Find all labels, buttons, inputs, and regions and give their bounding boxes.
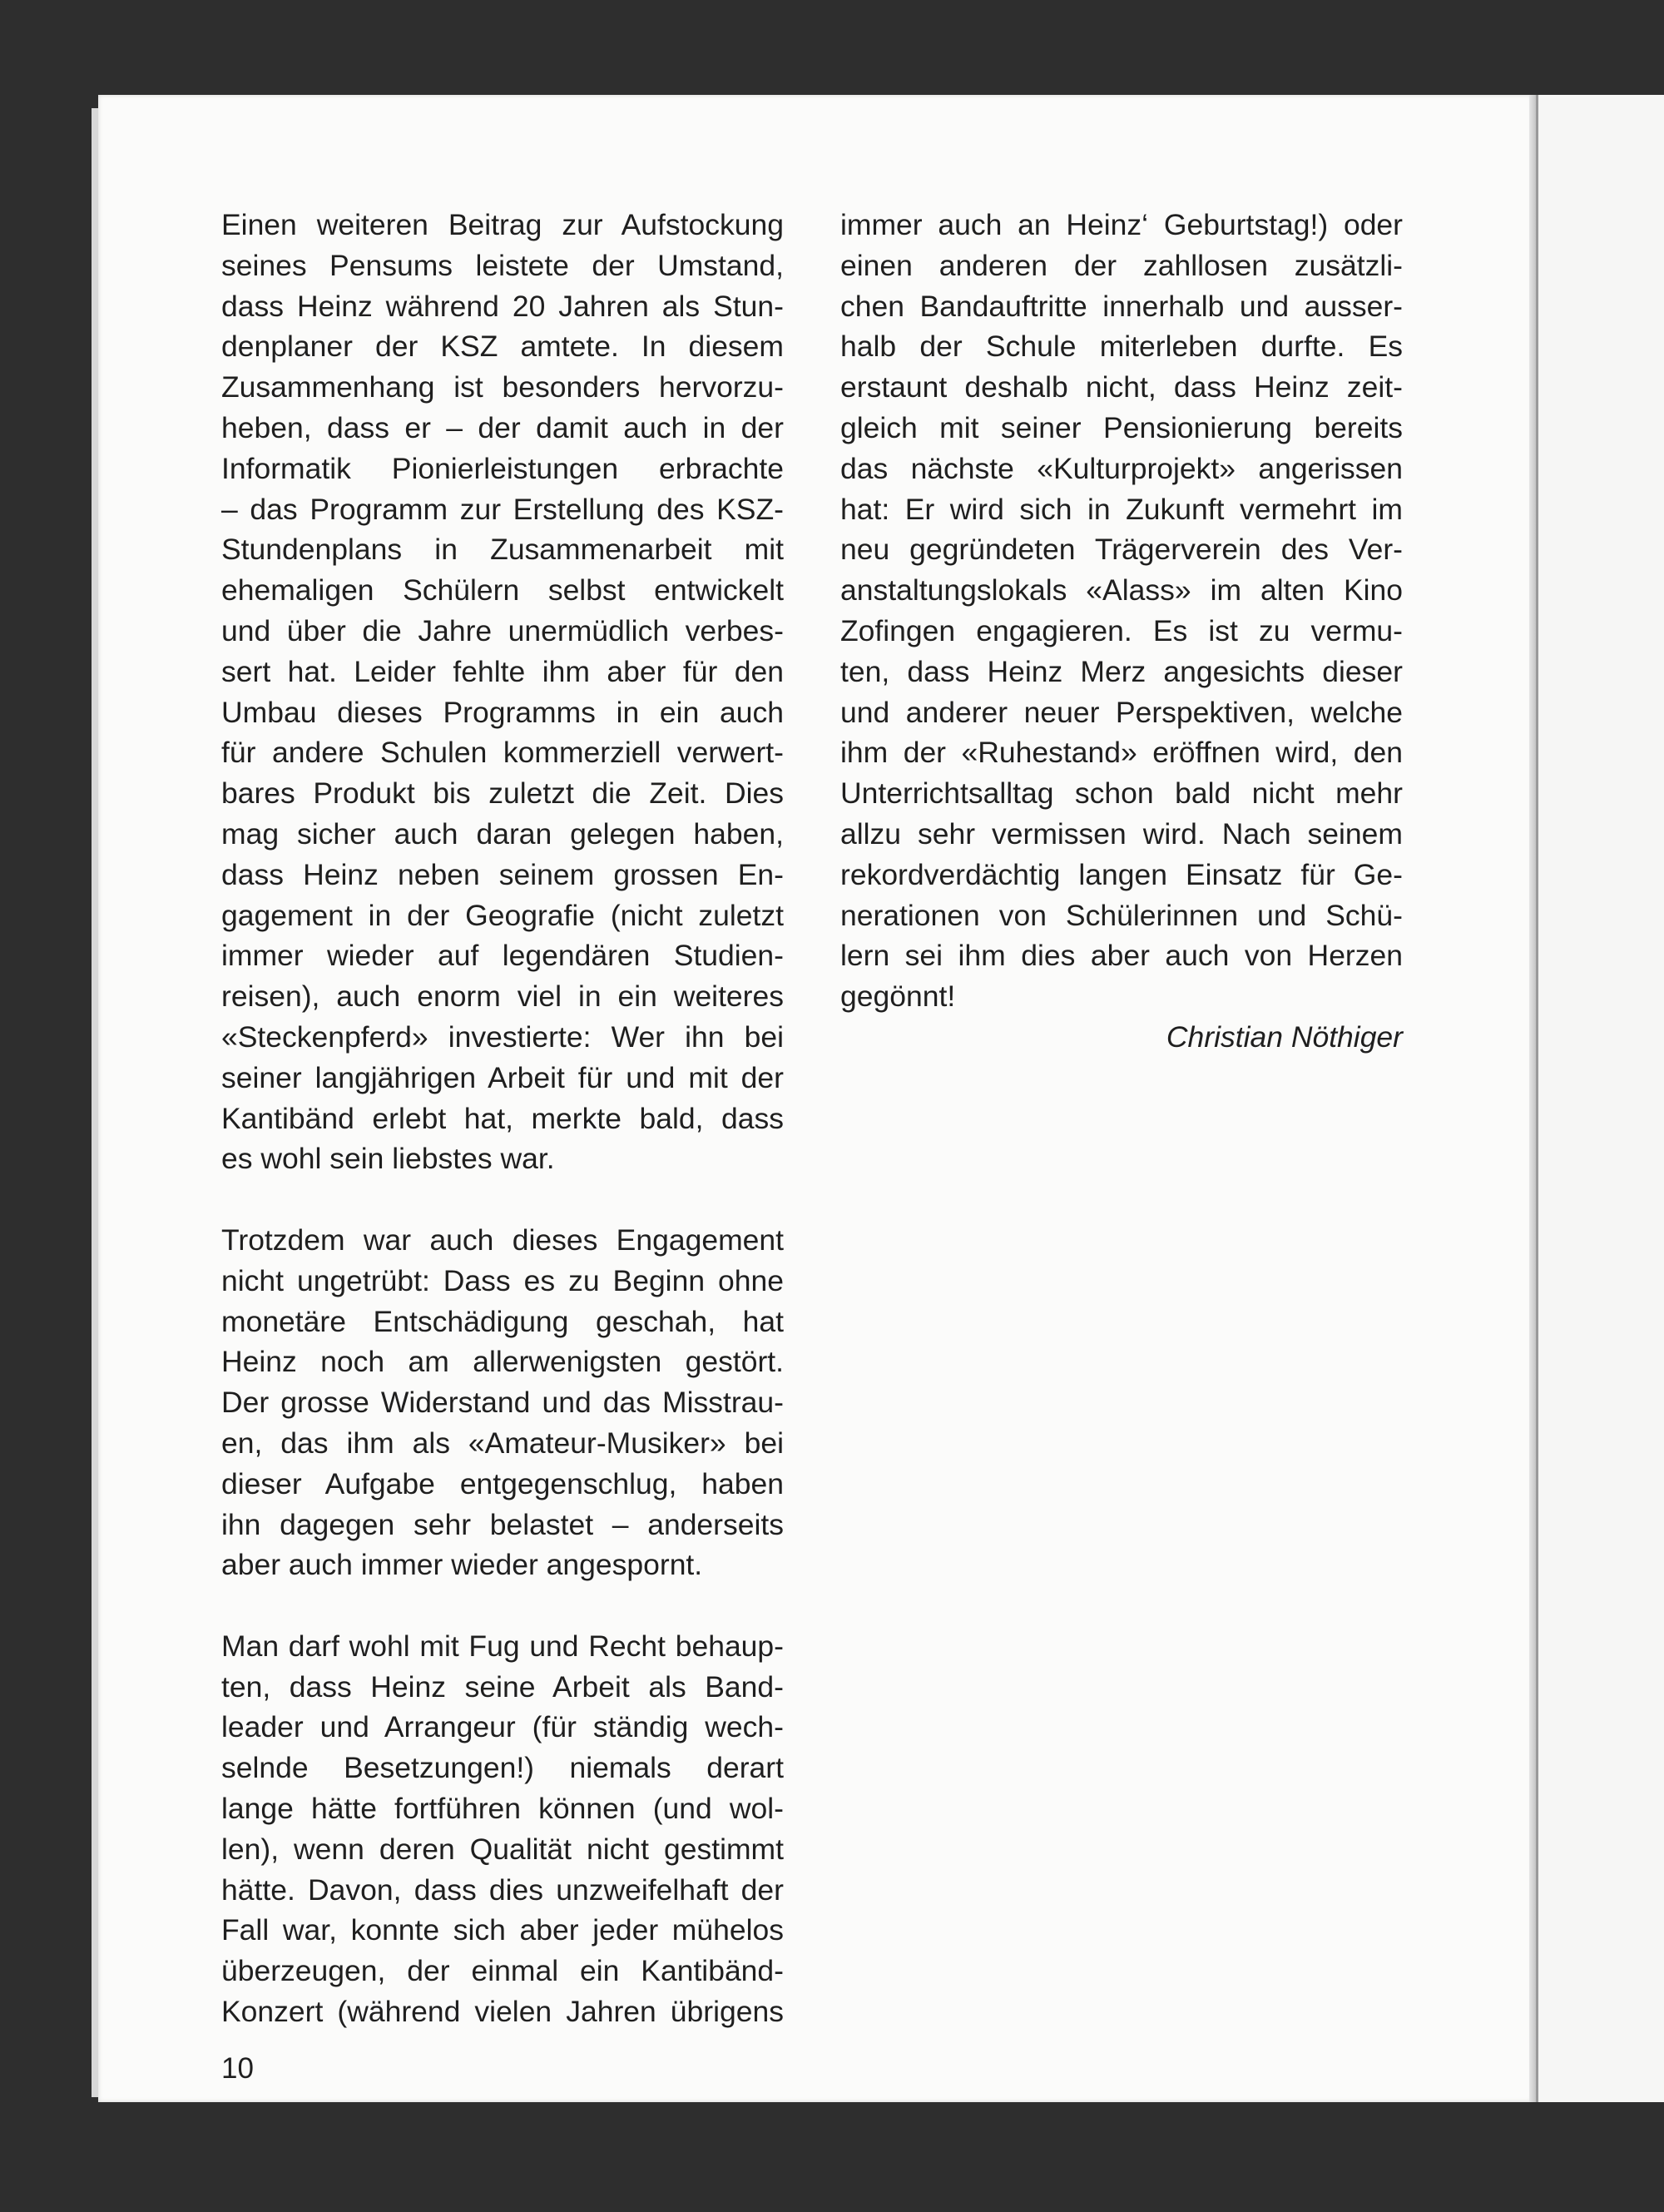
text-line: seiner langjährigen Arbeit für und mit der — [221, 1060, 784, 1094]
text-line: Umbau dieses Programms in ein auch — [221, 695, 784, 729]
text-line: mag sicher auch daran gelegen haben, — [221, 816, 784, 851]
text-line: dieser Aufgabe entgegenschlug, haben — [221, 1466, 784, 1500]
paragraph-gap — [221, 1179, 784, 1220]
text-line: neu gegründeten Trägerverein des Ver- — [840, 533, 1403, 567]
left-text-column — [221, 205, 784, 2032]
text-line: erstaunt deshalb nicht, dass Heinz zeit- — [840, 370, 1403, 404]
right-text-column — [840, 205, 1403, 1058]
text-line: sert hat. Leider fehlte ihm aber für den — [221, 654, 784, 688]
paragraph-gap — [221, 1585, 784, 1626]
text-line: bares Produkt bis zuletzt die Zeit. Dies — [221, 776, 784, 811]
text-line: Man darf wohl mit Fug und Recht behaup- — [221, 1629, 784, 1663]
text-line: halb der Schule miterleben durfte. Es — [840, 330, 1403, 364]
text-line: gleich mit seiner Pensionierung bereits — [840, 410, 1403, 444]
text-line: «Steckenpferd» investierte: Wer ihn bei — [221, 1019, 784, 1054]
author-signature: Christian Nöthiger — [1166, 1019, 1403, 1054]
text-line: ten, dass Heinz seine Arbeit als Band- — [221, 1669, 784, 1704]
text-line: Einen weiteren Beitrag zur Aufstockung — [221, 208, 784, 241]
text-line: allzu sehr vermissen wird. Nach seinem — [840, 816, 1403, 851]
text-line: einen anderen der zahllosen zusätzli- — [840, 248, 1403, 282]
text-line: en, das ihm als «Amateur-Musiker» bei — [221, 1426, 784, 1460]
text-line: Unterrichtsalltag schon bald nicht mehr — [840, 776, 1403, 811]
text-line: leader und Arrangeur (für ständig wech- — [221, 1710, 784, 1744]
text-line: immer wieder auf legendären Studien- — [221, 939, 784, 973]
text-line: heben, dass er – der damit auch in der — [221, 410, 784, 444]
text-line: Der grosse Widerstand und das Misstrau- — [221, 1386, 784, 1420]
text-line: Zusammenhang ist besonders hervorzu- — [221, 370, 784, 404]
text-line: Trotzdem war auch dieses Engagement — [221, 1223, 784, 1257]
text-line: Heinz noch am allerwenigsten gestört. — [221, 1345, 784, 1379]
text-line: Zofingen engagieren. Es ist zu vermu- — [840, 613, 1403, 647]
text-line: ehemaligen Schülern selbst entwickelt — [221, 573, 784, 608]
text-line: gegönnt! — [840, 980, 956, 1014]
text-line: – das Programm zur Erstellung des KSZ- — [221, 492, 784, 526]
text-line: lern sei ihm dies aber auch von Herzen — [840, 939, 1403, 973]
text-line: selnde Besetzungen!) niemals derart — [221, 1751, 784, 1785]
text-line: das nächste «Kulturprojekt» angerissen — [840, 451, 1403, 485]
text-line: es wohl sein liebstes war. — [221, 1142, 555, 1176]
text-line: lange hätte fortführen können (und wol- — [221, 1792, 784, 1826]
text-line: und über die Jahre unermüdlich verbes- — [221, 613, 784, 647]
text-line: aber auch immer wieder angespornt. — [221, 1548, 703, 1582]
text-line: dass Heinz neben seinem grossen En- — [221, 857, 784, 891]
text-line: ihn dagegen sehr belastet – anderseits — [221, 1507, 784, 1541]
text-line: denplaner der KSZ amtete. In diesem — [221, 330, 784, 364]
text-line: len), wenn deren Qualität nicht gestimmt — [221, 1832, 784, 1866]
text-line: immer auch an Heinz‘ Geburtstag!) oder — [840, 208, 1403, 241]
text-line: Stundenplans in Zusammenarbeit mit — [221, 533, 784, 567]
text-line: überzeugen, der einmal ein Kantibänd- — [221, 1954, 784, 1988]
text-line: monetäre Entschädigung geschah, hat — [221, 1304, 784, 1338]
text-line: gagement in der Geografie (nicht zuletzt — [221, 898, 784, 932]
text-line: rekordverdächtig langen Einsatz für Ge- — [840, 857, 1403, 891]
text-line: nicht ungetrübt: Dass es zu Beginn ohne — [221, 1263, 784, 1297]
text-line: ten, dass Heinz Merz angesichts dieser — [840, 654, 1403, 688]
text-line: Informatik Pionierleistungen erbrachte — [221, 451, 784, 485]
text-line: chen Bandauftritte innerhalb und ausser- — [840, 289, 1403, 323]
text-line: hätte. Davon, dass dies unzweifelhaft der — [221, 1872, 784, 1907]
text-line: hat: Er wird sich in Zukunft vermehrt im — [840, 492, 1403, 526]
facing-page — [1536, 95, 1664, 2102]
text-line: ihm der «Ruhestand» eröffnen wird, den — [840, 736, 1403, 770]
text-line: für andere Schulen kommerziell verwert- — [221, 736, 784, 770]
text-line: Fall war, konnte sich aber jeder mühelos — [221, 1913, 784, 1947]
text-line: seines Pensums leistete der Umstand, — [221, 248, 784, 282]
text-line: nerationen von Schülerinnen und Schü- — [840, 898, 1403, 932]
text-line: anstaltungslokals «Alass» im alten Kino — [840, 573, 1403, 608]
text-line: dass Heinz während 20 Jahren als Stun- — [221, 289, 784, 323]
text-line: reisen), auch enorm viel in ein weiteres — [221, 980, 784, 1014]
text-line: Kantibänd erlebt hat, merkte bald, dass — [221, 1101, 784, 1135]
text-line: und anderer neuer Perspektiven, welche — [840, 695, 1403, 729]
text-line: Konzert (während vielen Jahren übrigens — [221, 1995, 784, 2029]
page-number: 10 — [221, 2052, 254, 2085]
